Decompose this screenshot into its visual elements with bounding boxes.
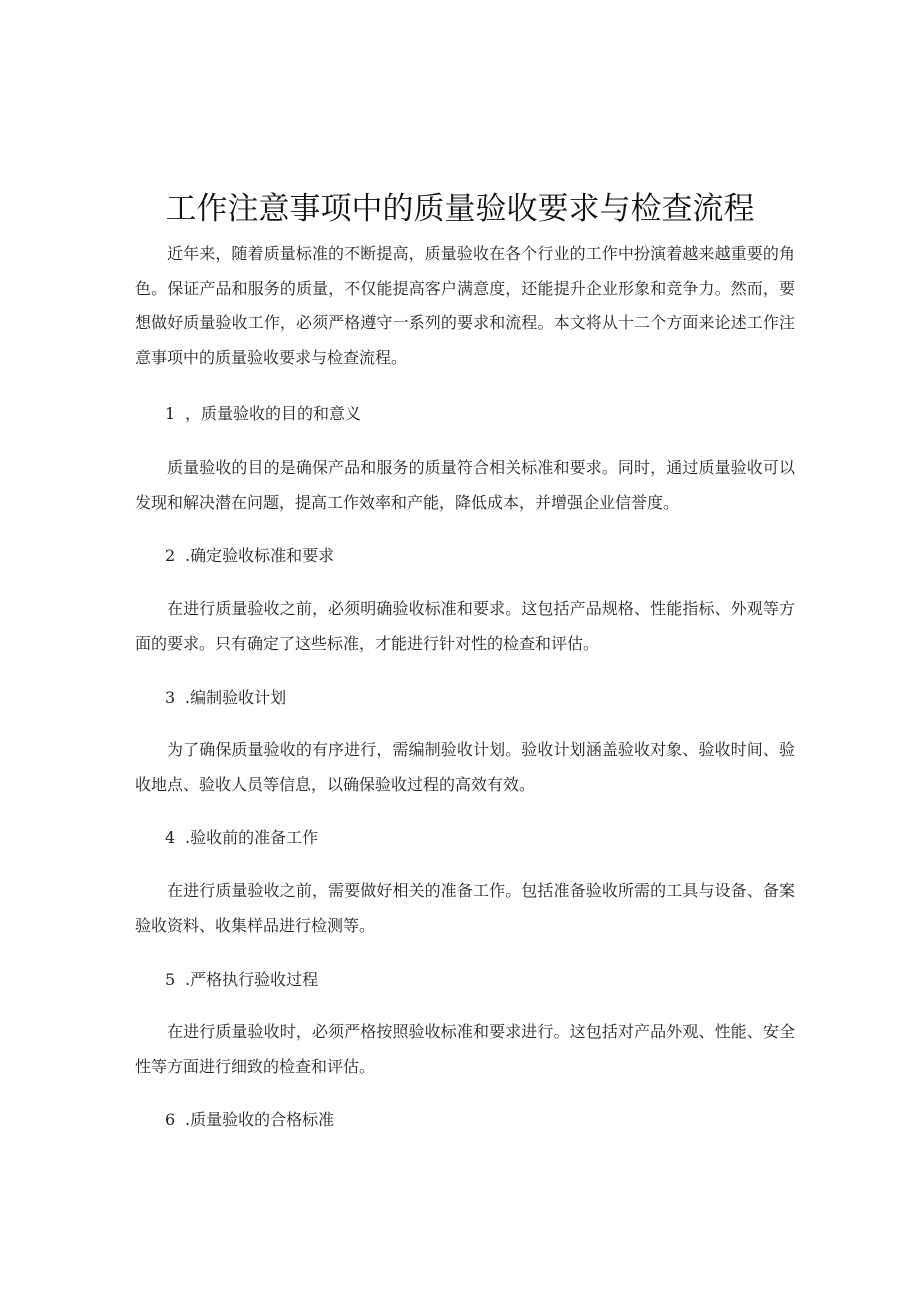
document-title: 工作注意事项中的质量验收要求与检查流程 <box>165 190 755 227</box>
section-heading-text: .验收前的准备工作 <box>185 828 319 847</box>
section-heading-6 <box>165 1108 334 1132</box>
section-body-2: 在进行质量验收之前，必须明确验收标准和要求。这包括产品规格、性能指标、外观等方面的要求。只有确定了这些标准，才能进行针对性的检查和评估。 <box>135 599 795 653</box>
section-heading-text: ，质量验收的目的和意义 <box>185 404 362 423</box>
section-heading-text: .确定验收标准和要求 <box>185 546 335 565</box>
section-number: 2 <box>165 546 176 565</box>
section-body-4: 在进行质量验收之前，需要做好相关的准备工作。包括准备验收所需的工具与设备、备案验收资料、收集样品进行检测等。 <box>135 881 795 935</box>
section-number: 3 <box>165 688 176 707</box>
intro-paragraph: 近年来，随着质量标准的不断提高，质量验收在各个行业的工作中扮演着越来越重要的角色。保证产品和服务的质量，不仅能提高客户满意度，还能提升企业形象和竞争力。然而，要想做好质量验收工作，必须严格遵守一系列的要求和流程。本文将从十二个方面来论述工作注意事项中的质量验收要求与检查流程。 <box>135 244 795 367</box>
section-number: 5 <box>165 970 176 989</box>
section-body-1: 质量验收的目的是确保产品和服务的质量符合相关标准和要求。同时，通过质量验收可以发现和解决潜在问题，提高工作效率和产能，降低成本，并增强企业信誉度。 <box>135 458 795 512</box>
section-number: 6 <box>165 1110 176 1129</box>
section-body-5: 在进行质量验收时，必须严格按照验收标准和要求进行。这包括对产品外观、性能、安全性等方面进行细致的检查和评估。 <box>135 1022 795 1076</box>
section-heading-4 <box>165 826 318 850</box>
section-heading-3 <box>165 686 286 710</box>
section-heading-text: .质量验收的合格标准 <box>185 1110 335 1129</box>
section-number: 4 <box>165 828 176 847</box>
section-heading-text: .编制验收计划 <box>185 688 287 707</box>
section-body-3: 为了确保质量验收的有序进行，需编制验收计划。验收计划涵盖验收对象、验收时间、验收地点、验收人员等信息，以确保验收过程的高效有效。 <box>135 740 795 794</box>
section-heading-5 <box>165 968 318 992</box>
section-heading-2 <box>165 544 334 568</box>
section-number: 1 <box>165 404 176 423</box>
section-heading-1 <box>165 402 361 426</box>
section-heading-text: .严格执行验收过程 <box>185 970 319 989</box>
